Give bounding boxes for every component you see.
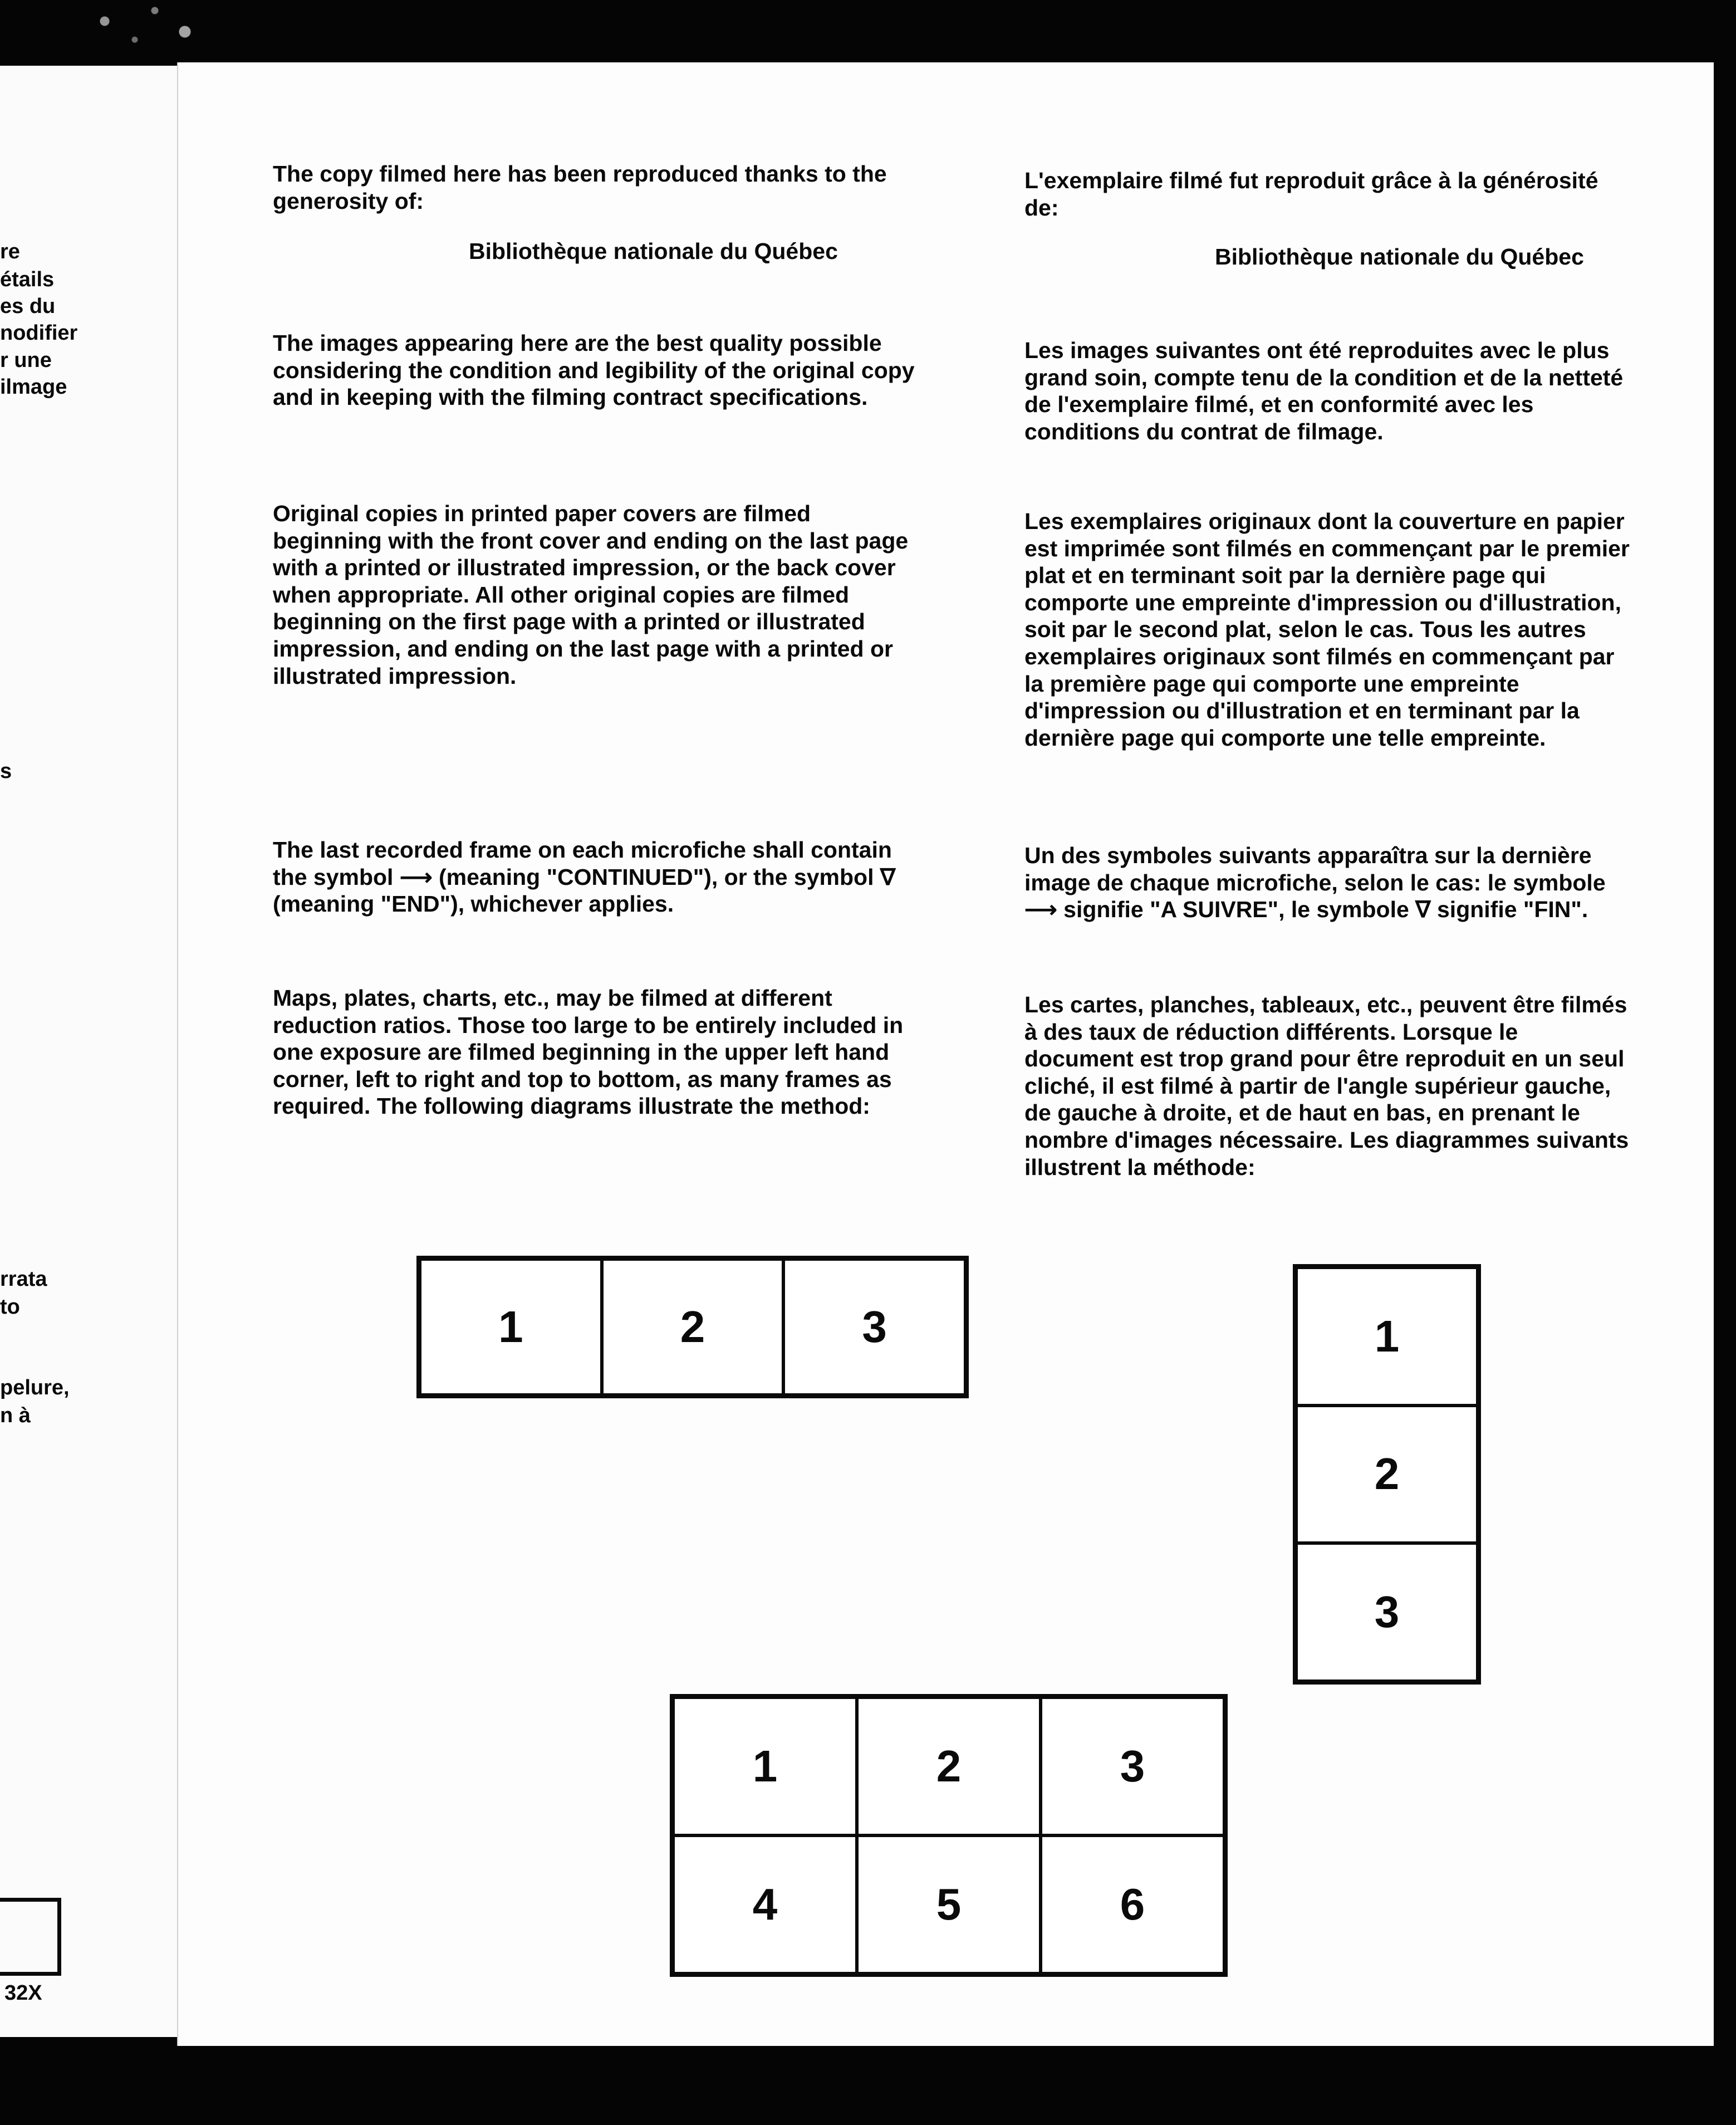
margin-fragment: pelure,: [0, 1376, 70, 1399]
margin-fragment: nodifier: [0, 321, 78, 345]
intro-en: The copy filmed here has been reproduced thanks to the generosity of:: [273, 161, 887, 214]
margin-fragment: s: [0, 760, 12, 783]
frame-cell: 3: [783, 1259, 965, 1395]
maps-paragraph-fr: Les cartes, planches, tableaux, etc., peuvent être filmés à des taux de réduction différents. Lorsque le document est trop grand pour être reproduit en un seul cliché, il est filmé à partir de l'angle supérieur gauche, de gauche à droite, et de haut en bas, en prenant le nombre d'images nécessaire. Les diagrammes suivants illustrent la méthode:: [1024, 992, 1629, 1180]
margin-fragment: re: [0, 240, 20, 263]
diagram-grid-frames: [670, 1694, 1228, 1977]
intro-fr: L'exemplaire filmé fut reproduit grâce à la générosité de:: [1024, 168, 1598, 221]
frame-cell: 1: [1296, 1267, 1478, 1406]
institution-en: Bibliothèque nationale du Québec: [469, 238, 838, 264]
symbols-paragraph-fr: Un des symboles suivants apparaîtra sur la dernière image de chaque microfiche, selon le cas: le symbole ⟶ signifie "A SUIVRE", le symbole ∇ signifie "FIN".: [1024, 843, 1606, 923]
covers-paragraph-fr: Les exemplaires originaux dont la couverture en papier est imprimée sont filmés en commençant par le premier plat et en terminant soit par la dernière page qui comporte une empreinte d'impression ou d'illustration, soit par le second plat, selon le cas. Tous les autres exemplaires originaux sont filmés en commençant par la première page qui comporte une empreinte d'impression ou d'illustration et en terminant par la dernière page qui comporte une telle empreinte.: [1024, 508, 1630, 751]
margin-fragment: étails: [0, 268, 55, 291]
frame-cell: 2: [857, 1697, 1041, 1835]
diagram-vertical-frames: [1293, 1264, 1481, 1685]
adjacent-page: [0, 66, 177, 2037]
margin-fragment: r une: [0, 349, 52, 372]
margin-fragment: es du: [0, 295, 56, 318]
frame-cell: 2: [602, 1259, 784, 1395]
frame-cell: 6: [1041, 1835, 1224, 1974]
margin-fragment: ilmage: [0, 375, 67, 399]
frame-cell: 2: [1296, 1406, 1478, 1544]
covers-paragraph-en: Original copies in printed paper covers are filmed beginning with the front cover and ending on the last page with a printed or illustrated impression, or the back cover when appropriate. All other original copies are filmed beginning on the first page with a printed or illustrated impression, and ending on the last page with a printed or illustrated impression.: [273, 501, 909, 689]
resolution-target-box: [0, 1898, 61, 1976]
quality-paragraph-en: The images appearing here are the best quality possible considering the condition and legibility of the original copy and in keeping with the filming contract specifications.: [273, 330, 915, 410]
frame-cell: 1: [420, 1259, 602, 1395]
frame-cell: 5: [857, 1835, 1041, 1974]
frame-cell: 1: [673, 1697, 857, 1835]
frame-cell: 3: [1296, 1543, 1478, 1681]
margin-fragment: to: [0, 1295, 20, 1319]
frame-cell: 3: [1041, 1697, 1224, 1835]
scanner-border: [0, 0, 1736, 66]
margin-fragment: n à: [0, 1404, 31, 1427]
scan-debris: [45, 0, 245, 53]
symbols-paragraph-en: The last recorded frame on each microfiche shall contain the symbol ⟶ (meaning "CONTINUED"), or the symbol ∇ (meaning "END"), whichever applies.: [273, 837, 896, 917]
margin-fragment: rrata: [0, 1267, 47, 1291]
quality-paragraph-fr: Les images suivantes ont été reproduites avec le plus grand soin, compte tenu de la condition et de la netteté de l'exemplaire filmé, et en conformité avec les conditions du contrat de filmage.: [1024, 337, 1624, 444]
institution-fr: Bibliothèque nationale du Québec: [1215, 244, 1584, 270]
maps-paragraph-en: Maps, plates, charts, etc., may be filmed at different reduction ratios. Those too large to be entirely included in one exposure are filmed beginning in the upper left hand corner, left to right and top to bottom, as many frames as required. The following diagrams illustrate the method:: [273, 985, 904, 1119]
frame-cell: 4: [673, 1835, 857, 1974]
diagram-horizontal-frames: [416, 1256, 969, 1398]
reduction-ratio-label: 32X: [4, 1981, 42, 2005]
